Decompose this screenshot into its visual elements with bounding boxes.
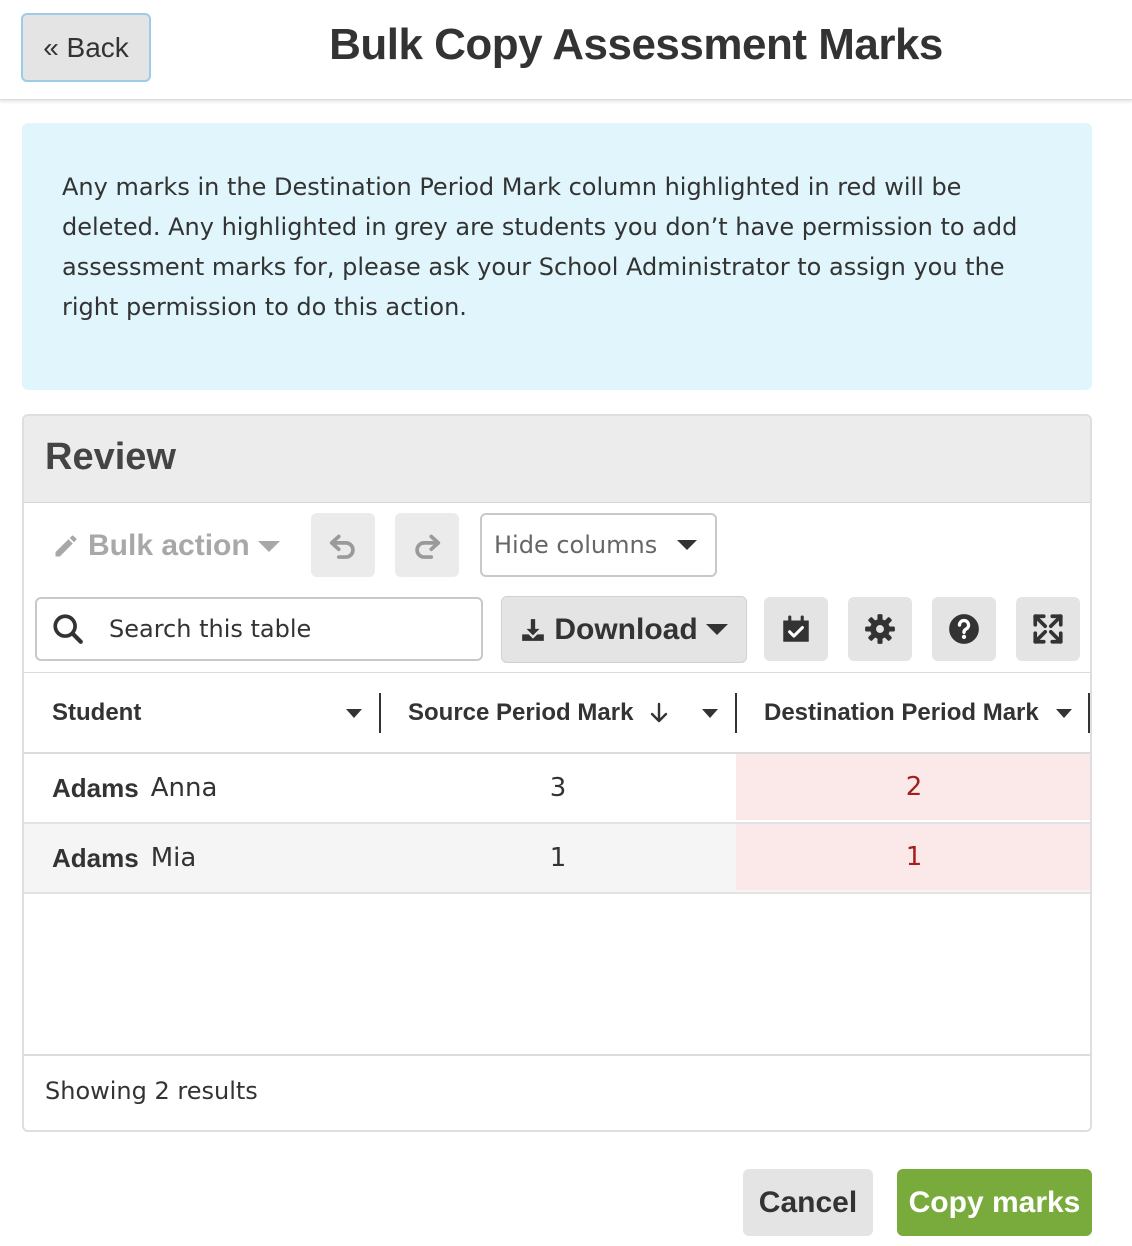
student-surname: Adams [52,842,139,873]
fullscreen-button[interactable] [1016,597,1080,661]
info-alert [22,123,1092,390]
table-header [24,672,1090,754]
download-icon [520,617,546,643]
settings-button[interactable] [848,597,912,661]
panel-header [24,416,1090,503]
column-divider[interactable] [735,693,737,733]
copy-marks-button[interactable]: Copy marks [897,1169,1092,1236]
student-cell [52,824,196,892]
student-cell [52,754,217,822]
help-button[interactable] [932,597,996,661]
column-divider[interactable] [1088,693,1090,733]
table-row[interactable] [24,824,1090,894]
calendar-button[interactable] [764,597,828,661]
undo-icon [326,528,360,562]
column-header-student[interactable] [52,673,362,753]
column-label: Student [52,699,142,726]
chevron-down-icon[interactable] [702,709,718,718]
source-mark-cell[interactable]: 3 [549,773,567,803]
chevron-down-icon[interactable] [1056,709,1072,718]
chevron-down-icon[interactable] [346,709,362,718]
gear-icon [863,612,897,646]
column-label: Source Period Mark [408,699,634,726]
redo-button[interactable] [395,513,459,577]
chevron-down-icon [677,540,697,550]
column-header-source-period-mark[interactable] [408,673,718,753]
chevron-down-icon [258,541,280,552]
search-icon [51,612,85,646]
sort-down-arrow-icon [647,701,671,725]
alert-text: Any marks in the Destination Period Mark column highlighted in red will be deleted. Any highlighted in grey are students you don’t have permission to add assessment marks for, please ask your School Administrator to assign you the right permission to do this action. [62,173,1018,321]
destination-mark-cell[interactable]: 2 [736,754,1092,820]
expand-icon [1031,612,1065,646]
redo-icon [410,528,444,562]
page-header [0,0,1132,100]
download-label: Download [554,612,698,646]
column-label: Destination Period Mark [764,699,1039,726]
student-first-name: Mia [150,843,197,873]
hide-columns-select[interactable] [480,513,717,577]
column-divider[interactable] [379,693,381,733]
student-first-name: Anna [150,773,218,803]
table-search [35,597,483,661]
table-row[interactable] [24,754,1090,824]
review-panel [22,414,1092,1132]
undo-button[interactable] [311,513,375,577]
search-input[interactable] [109,615,469,643]
bulk-action-dropdown[interactable] [52,526,280,566]
column-header-destination-period-mark[interactable] [764,673,1074,753]
back-button[interactable]: « Back [21,13,151,82]
footer-divider [24,1054,1090,1056]
calendar-check-icon [779,612,813,646]
results-count: Showing 2 results [45,1077,258,1105]
source-mark-cell[interactable]: 1 [549,843,567,873]
destination-mark-cell[interactable]: 1 [736,824,1092,890]
student-surname: Adams [52,772,139,803]
download-button[interactable] [501,596,747,663]
pencil-icon [52,532,80,560]
chevron-down-icon [706,624,728,635]
page-title: Bulk Copy Assessment Marks [329,20,943,69]
panel-title: Review [45,436,176,478]
cancel-button[interactable]: Cancel [743,1169,873,1236]
help-icon [947,612,981,646]
hide-columns-label: Hide columns [494,531,658,559]
bulk-action-label: Bulk action [88,529,250,562]
